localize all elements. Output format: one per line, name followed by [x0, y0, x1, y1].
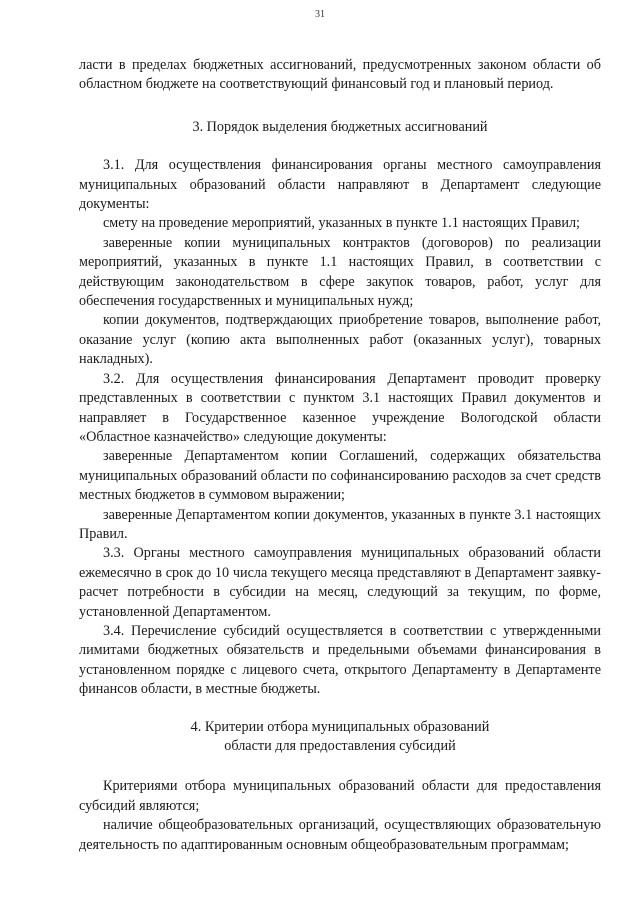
list-item-contracts: заверенные копии муниципальных контрактов (договоров) по реализации мероприятий, указанных в пункте 1.1 настоящих Правил, в соответствии с действующим законодательством в сфере закупок товаров, работ, услуг для обеспечения государственных и муниципальных нужд;: [79, 234, 601, 310]
list-item-copies: заверенные Департаментом копии документов, указанных в пункте 3.1 настоящих Правил.: [79, 506, 601, 542]
list-item-documents: копии документов, подтверждающих приобретение товаров, выполнение работ, оказание услуг (копию акта выполненных работ (оказанных услуг), товарных накладных).: [79, 312, 601, 368]
page-number: 31: [315, 9, 325, 20]
list-item-agreements: заверенные Департаментом копии Соглашений, содержащих обязательства муниципальных образований области по софинансированию расходов за счет средств местных бюджетов в суммовом выражении;: [79, 448, 601, 504]
paragraph-3-3: 3.3. Органы местного самоуправления муниципальных образований области ежемесячно в срок до 10 числа текущего месяца представляют в Департамент заявку-расчет потребности в субсидии на месяц, следующий за текущим, по форме, установленной Департаментом.: [79, 545, 601, 620]
paragraph-3-1: 3.1. Для осуществления финансирования органы местного самоуправления муниципальных образований области направляют в Департамент следующие документы:: [79, 157, 601, 213]
section-3-heading: 3. Порядок выделения бюджетных ассигнований: [192, 118, 488, 135]
list-item-estimate: смету на проведение мероприятий, указанных в пункте 1.1 настоящих Правил;: [103, 215, 580, 232]
list-item-schools: наличие общеобразовательных организаций, осуществляющих образовательную деятельность по адаптированным основным общеобразовательным программам;: [79, 817, 601, 853]
paragraph-criteria: Критериями отбора муниципальных образований области для предоставления субсидий являются;: [79, 778, 601, 814]
paragraph-3-4: 3.4. Перечисление субсидий осуществляется в соответствии с утвержденными лимитами бюджетных обязательств и предельными объемами финансирования в установленном порядке с лицевого счета, открытого Департаменту в Департаменте финансов области, в местные бюджеты.: [79, 622, 601, 698]
paragraph-3-2: 3.2. Для осуществления финансирования Департамент проводит проверку представленных в соответствии с пунктом 3.1 настоящих Правил документов и направляет в Государственное казенное учреждение Вологодской области «Областное казначейство» следующие документы:: [79, 370, 601, 445]
intro-paragraph: ласти в пределах бюджетных ассигнований, предусмотренных законом области об областном бюджете на соответствующий финансовый год и плановый период.: [79, 57, 601, 93]
section-4-heading-line-2: области для предоставления субсидий: [224, 738, 456, 754]
section-4-heading-line-1: 4. Критерии отбора муниципальных образований: [190, 718, 490, 735]
document-body: [79, 56, 601, 855]
